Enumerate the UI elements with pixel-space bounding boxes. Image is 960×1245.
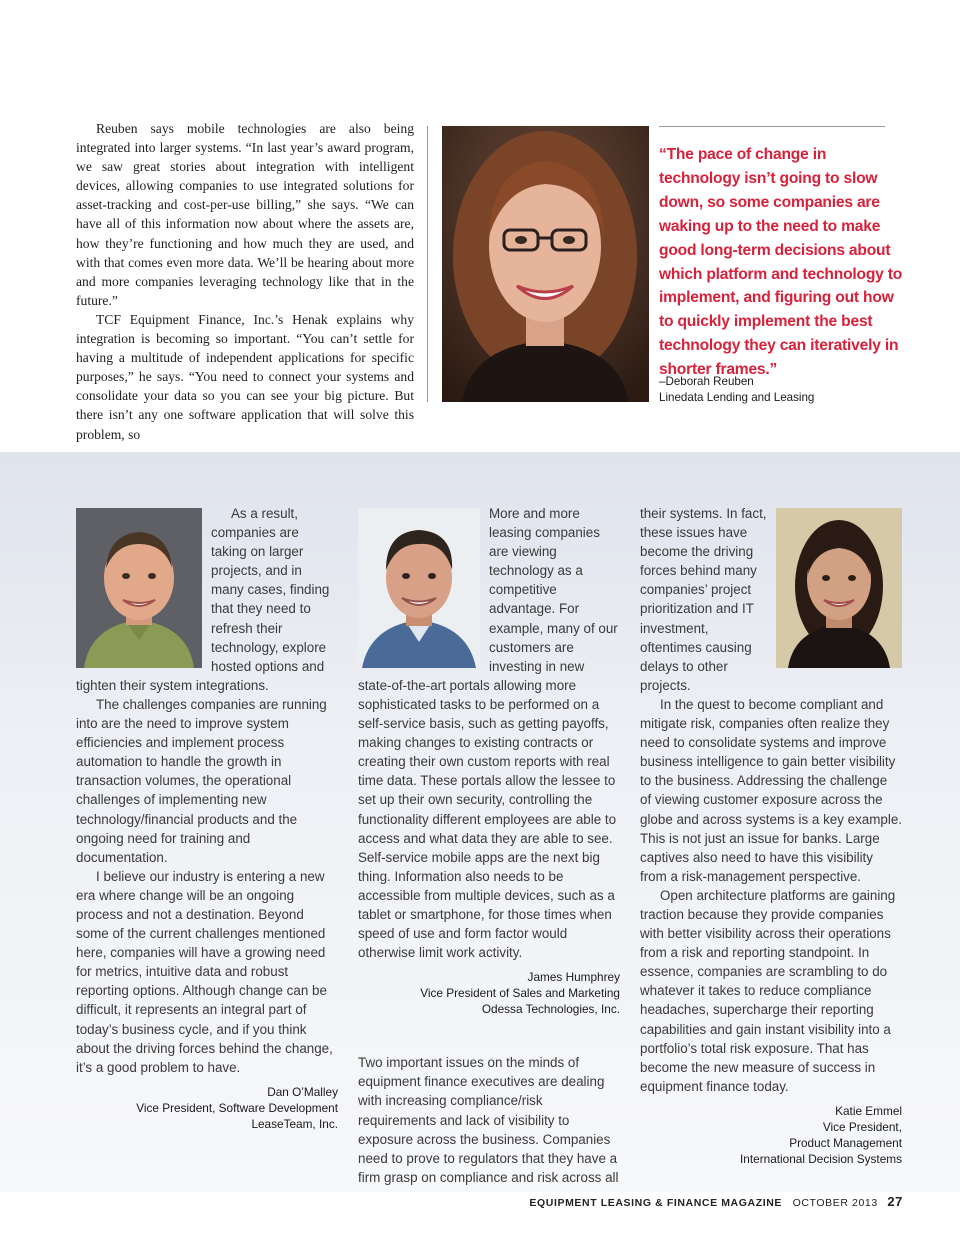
sidebar-paragraph: As a result, companies are taking on larger projects, and in many cases, finding that they need to refresh their technology, explore hosted options and tighten their system integrations. bbox=[76, 506, 330, 693]
signature bbox=[358, 969, 620, 1017]
photo-dan-omalley bbox=[76, 508, 202, 668]
page-number: 27 bbox=[887, 1194, 903, 1209]
signature-title-2: Product Management bbox=[789, 1135, 902, 1150]
sidebar-paragraph: In the quest to become compliant and mitigate risk, companies often realize they need to consolidate systems and improve business intelligence to gain better visibility to the business. Addressing the challenge of viewing customer exposure across the globe and across systems is a key example. This is not just an issue for banks. Large captives also need to have this visibility from a risk-management perspective. bbox=[640, 696, 902, 884]
sidebar-column-emmel bbox=[640, 504, 902, 1167]
sidebar-paragraph: The challenges companies are running into are the need to improve system efficiencies and implement process automation to handle the growth in transaction volumes, the operational challenges of implementing new technology/financial products and the ongoing need for training and documentation. bbox=[76, 696, 327, 865]
quote-attribution bbox=[659, 374, 814, 406]
signature-title: Vice President of Sales and Marketing bbox=[420, 986, 620, 1001]
magazine-name: EQUIPMENT LEASING & FINANCE MAGAZINE bbox=[529, 1197, 783, 1209]
sidebar-paragraph: I believe our industry is entering a new era where change will be an ongoing process and not a destination. Beyond some of the current challenges mentioned here, companies will have a growing need for metrics, intuitive data and robust reporting options. Although change can be difficult, it represents an integral part of today’s business cycle, and if you think about the driving forces behind the change, it’s a good problem to have. bbox=[76, 868, 333, 1075]
quote-attribution-name: –Deborah Reuben bbox=[659, 375, 754, 388]
sidebar-paragraph: Open architecture platforms are gaining traction because they provide companies with better visibility across their operations from a risk and reporting standpoint. In essence, companies are scrambling to do whatever it takes to reduce compliance headaches, supercharge their reporting capabilities and gain instant visibility into a portfolio’s total risk exposure. That has become the new measure of success in equipment finance today. bbox=[640, 887, 896, 1094]
column-divider bbox=[427, 126, 428, 402]
signature-company: International Decision Systems bbox=[740, 1151, 902, 1166]
signature-company: LeaseTeam, Inc. bbox=[251, 1116, 338, 1131]
signature-name: Katie Emmel bbox=[835, 1103, 902, 1118]
signature-name: Dan O’Malley bbox=[267, 1084, 338, 1099]
sidebar-column-omalley bbox=[76, 504, 338, 1132]
sidebar-paragraph: More and more leasing companies are viewing technology as a competitive advantage. For example, many of our customers are investing in new state-of-the-art portals allowing more sophisticated tasks to be performed on a self-service basis, such as getting payoffs, making changes to existing contracts or creating their own custom reports with real time data. These portals allow the lessee to set up their own security, controlling the functionality different employees are able to access and what data they are able to see. Self-service mobile apps are the next big thing. Information also needs to be accessible from multiple devices, such as a tablet or smartphone, for those times when speed of use and form factor would otherwise limit work activity. bbox=[358, 506, 618, 961]
sidebar-paragraph: Two important issues on the minds of equipment finance executives are dealing with increasing compliance/risk requirements and lack of visibility to exposure across the business. Companies need to prove to regulators that they have a firm grasp on compliance and risk across all bbox=[358, 1055, 619, 1185]
article-column-top bbox=[76, 119, 414, 444]
issue-date: OCTOBER 2013 bbox=[792, 1197, 878, 1209]
article-paragraph: Reuben says mobile technologies are also being integrated into larger systems. “In last year’s award program, we saw great stories about integration with intelligent devices, allowing companies to use integrated solutions for asset-tracking and cost-per-use billing,” she says. “We can have all of this information now about where the assets are, how they’re functioning and how much they are used, and with that comes even more data. We’ll be hearing about more and more companies leveraging technology like that in the future.” bbox=[76, 121, 414, 308]
signature-company: Odessa Technologies, Inc. bbox=[481, 1002, 620, 1017]
signature bbox=[640, 1103, 902, 1167]
sidebar-paragraph: their systems. In fact, these issues have become the driving forces behind many companies’ project prioritization and IT investment, oftentimes causing delays to other projects. bbox=[640, 506, 767, 693]
signature-name: James Humphrey bbox=[527, 970, 620, 985]
signature bbox=[76, 1084, 338, 1132]
signature-title: Vice President, bbox=[822, 1119, 902, 1134]
pull-quote: “The pace of change in technology isn’t going to slow down, so some companies are waking up to the need to make good long-term decisions about which platform and technology to implement, and figuring out how to quickly implement the best technology they can iteratively in shorter frames.” bbox=[659, 146, 903, 379]
quote-rule bbox=[659, 126, 885, 127]
photo-deborah-reuben bbox=[442, 126, 649, 402]
photo-katie-emmel bbox=[776, 508, 902, 668]
quote-attribution-company: Linedata Lending and Leasing bbox=[659, 391, 815, 404]
page-footer bbox=[529, 1194, 903, 1209]
sidebar-column-humphrey bbox=[358, 504, 620, 1187]
photo-james-humphrey bbox=[358, 508, 480, 668]
signature-title: Vice President, Software Development bbox=[136, 1100, 338, 1115]
article-paragraph: TCF Equipment Finance, Inc.’s Henak explains why integration is becoming so important. “You can’t settle for having a multitude of independent applications for specific purposes,” he says. “You need to connect your systems and consolidate your data so you can see your big picture. But there isn’t any one software application that will solve this problem, so bbox=[76, 311, 414, 442]
